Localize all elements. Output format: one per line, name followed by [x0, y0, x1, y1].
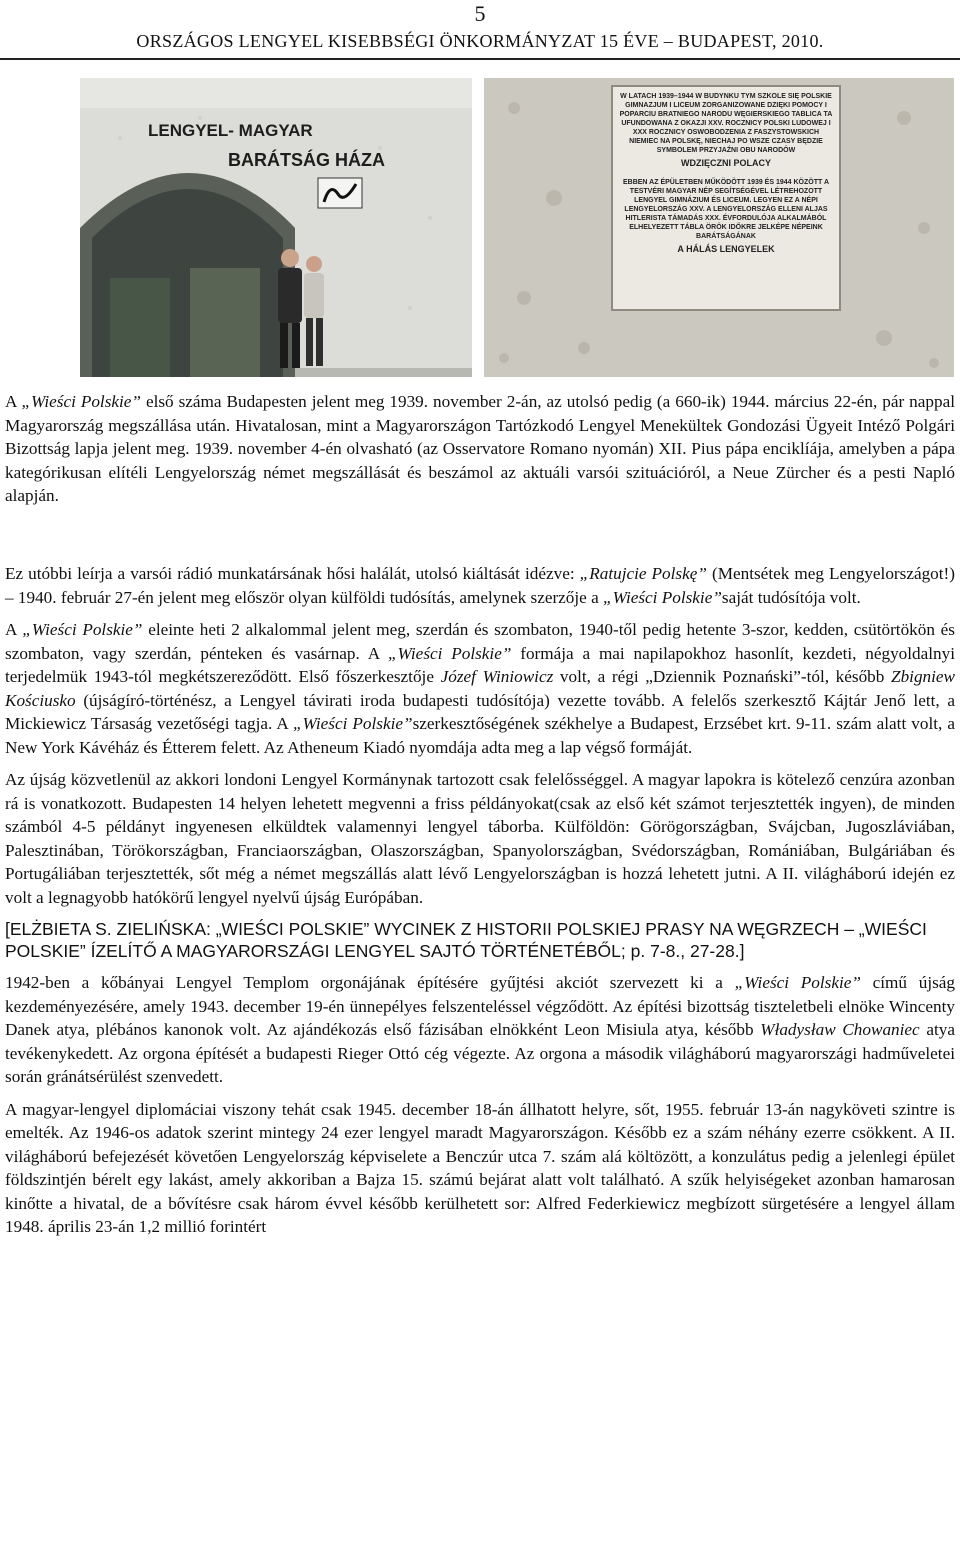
running-header: ORSZÁGOS LENGYEL KISEBBSÉGI ÖNKORMÁNYZAT 15 ÉVE – BUDAPEST, 2010. — [136, 31, 824, 51]
text-run: A — [5, 620, 23, 639]
sign-line-1: LENGYEL- MAGYAR — [148, 121, 313, 140]
italic-run: Władysław Chowaniec — [760, 1020, 920, 1039]
italic-run: Zbigniew Kościusko — [5, 667, 955, 710]
paragraph-1 — [5, 390, 955, 508]
logo-mark — [318, 178, 362, 208]
plaque-polish-signature: WDZIĘCZNI POLACY — [681, 158, 771, 168]
italic-run: Józef Winiowicz — [440, 667, 554, 686]
italic-run: „Wieści Polskie” — [734, 973, 861, 992]
text-run: A magyar-lengyel diplomáciai viszony tehát csak 1945. december 18-án állhatott helyre, sőt, 1955. február 13-án nagyköveti szintre is emelték. Az 1946-os adatok szerint mintegy 24 ezer lengyel maradt Magyarországon. Később ez a szám néhány ezerre csökkent. A II. világháború befejezését követően Lengyelország képviselete a Benczúr utca 7. szám alá költözött, a konzulátus pedig a jelenlegi épület földszintjén bérelt egy lakást, amely akkoriban a Bajza 15. számú bejárat alatt volt található. A szűk helyiségeket azonban hamarosan kinőtte a hivatal, de a bővítésre csak három évvel később kerülhetett sor: Alfred Federkiewicz megbízott sürgetésére a lengyel állam 1948. április 23-án 1,2 millió forintért — [5, 1099, 955, 1236]
italic-run: „Wieści Polskie” — [387, 643, 512, 663]
text-run: formája a mai napilapokhoz hasonlít, kezdeti, négyoldalnyi terjedelmük 1943-tól megkétszereződött. Első főszerkesztője — [5, 643, 955, 686]
plaque-hungarian-text: EBBEN AZ ÉPÜLETBEN MŰKÖDÖTT 1939 ÉS 1944 KÖZÖTT A TESTVÉRI MAGYAR NÉP SEGÍTSÉGÉVEL LÉTREHOZOTT LENGYEL GIMNÁZIUM ÉS LICEUM. LEGYEN EZ A NÉPI LENGYELORSZÁG XXV. A LENGYELORSZÁG ELLENI ALJAS HITLERISTA TÁMADÁS XXX. ÉVFORDULÓJA ALKALMÁBÓL ELHELYEZETT TÁBLA ÖRÖK IDŐKRE JELKÉPE NÉPEINK BARÁTSÁGÁNAK — [622, 179, 829, 240]
italic-run: „Wieści Polskie” — [292, 714, 413, 733]
italic-run: „Wieści Polskie” — [22, 620, 143, 639]
paragraph-3 — [5, 618, 955, 759]
page-number: 5 — [474, 1, 486, 26]
text-run: atya tevékenykedett. Az orgona építését a budapesti Rieger Ottó cég végezte. Az orgona a második világháború magyarországi hadműveletei során gránátsérülést szenvedett. — [5, 1020, 955, 1086]
text-run: (újságíró-történész, a Lengyel távirati iroda budapesti tudósítója) vezette tovább. A felelős szerkesztő Kájtár Jenő lett, a Mickiewicz Társaság vezetőségi tagja. A — [5, 690, 955, 733]
paragraph-7 — [5, 1098, 955, 1239]
citation-text: [ELŻBIETA S. ZIELIŃSKA: „WIEŚCI POLSKIE” WYCINEK Z HISTORII POLSKIEJ PRASY NA WĘGRZECH – „WIEŚCI POLSKIE” ÍZELÍTŐ A MAGYARORSZÁGI LENGYEL SAJTÓ TÖRTÉNETÉBŐL; p. 7-8., 27-28.] — [5, 919, 927, 961]
italic-run: „Ratujcie Polskę” — [579, 564, 707, 583]
text-run: első száma Budapesten jelent meg 1939. november 2-án, az utolsó pedig (a 660-ik) 1944. március 22-én, pár nappal Magyarország megszállása után. Hivatalosan, mint a Magyarországon Tartózkodó Lengyel Menekültek Gondozási Ügyeit Intéző Polgári Bizottság lapja jelent meg. 1939. november 4-én olvasható (az Osservatore Romano nyomán) XII. Pius pápa enciklíája, amelyben a pápa kategórikusan elítéli Lengyelország német megszállását és beszámol az aktuáli varsói szituációról, a Neue Zürcher és a pesti Napló alapján. — [5, 392, 955, 506]
text-run: Az újság közvetlenül az akkori londoni Lengyel Kormánynak tartozott csak felelősséggel. A magyar lapokra is kötelező cenzúra azonban rá is vonatkozott. Budapesten 14 helyen lehetett megvenni a friss példányokat(csak az első két számot terjesztették ingyen), de minden számból 4-5 példányt ingyenesen elküldtek valamennyi lengyel táborba. Külföldön: Görögországban, Svájcban, Jugoszláviában, Palesztinában, Törökországban, Franciaországban, Olaszországban, Spanyolországban, Svédországban, Romániában, Bulgáriában és Portugáliában terjesztették, sőt még a német megszállás alatt lévő Lengyelországban is hozzá lehetett jutni. A II. világháború idején ez volt a legnagyobb hatókörű lengyel nyelvű újság Európában. — [5, 770, 955, 907]
photo-memorial-plaque — [484, 78, 954, 377]
photo-friendship-house — [80, 78, 472, 377]
paragraph-4 — [5, 768, 955, 909]
sign-line-2: BARÁTSÁG HÁZA — [228, 150, 385, 170]
plaque-hungarian-signature: A HÁLÁS LENGYELEK — [677, 244, 775, 254]
body-text — [5, 562, 955, 1248]
citation-paragraph — [5, 918, 955, 962]
text-run: szerkesztőségének székhelye a Budapest, Erzsébet krt. 9-11. szám alatt volt, a New York Kávéház és Étterem felett. Az Atheneum Kiadó nyomdája adta meg a lap végső formáját. — [5, 714, 956, 757]
header-rule — [0, 58, 960, 60]
text-run: saját tudósítója volt. — [721, 587, 861, 607]
text-run: (Mentsétek meg Lengyelországot!) – 1940. február 27-én jelent meg először olyan külföldi tudósítás, amelynek szerzője a — [5, 564, 955, 607]
paragraph-6 — [5, 971, 955, 1089]
text-run: volt, a régi „Dziennik Poznański”-tól, később — [553, 667, 892, 686]
text-run: eleinte heti 2 alkalommal jelent meg, szerdán és szombaton, 1940-től pedig hetente 3-szor, kedden, csütörtökön és szombaton, vagy szerdán, pénteken és vasárnap. A — [5, 620, 955, 663]
text-run: című újság kezdeményezésére, amely 1943. december 19-én ünnepélyes felszenteléssel végződött. Az építési bizottság tiszteletbeli elnöke Wincenty Danek atya, plébános kanonok volt. Az ajándékozás első fázisában elnökként Leon Misiula atya, később — [5, 973, 956, 1039]
text-run: Ez utóbbi leírja a varsói rádió munkatársának hősi halálát, utolsó kiáltását idézve: — [5, 564, 580, 583]
photo-memorial-plaque-image — [484, 78, 954, 377]
photo-friendship-house-image — [80, 78, 472, 377]
italic-run: „Wieści Polskie” — [603, 587, 722, 607]
italic-run: „Wieści Polskie” — [21, 392, 141, 411]
text-run: A — [5, 392, 22, 411]
text-run: 1942-ben a kőbányai Lengyel Templom orgonájának építésére gyűjtési akciót szervezett ki a — [5, 973, 735, 992]
paragraph-2 — [5, 562, 955, 609]
plaque-polish-text: W LATACH 1939–1944 W BUDYNKU TYM SZKOLE SIĘ POLSKIE GIMNAZJUM I LICEUM ZORGANIZOWANE DZIĘKI POMOCY I POPARCIU BRATNIEGO NARODU WĘGIERSKIEGO TABLICA TA UFUNDOWANA Z OKAZJI XXV. ROCZNICY POLSKI LUDOWEJ I XXX ROCZNICY OSWOBODZENIA Z FASZYSTOWSKICH NIEMIEC NA POLSKĘ, NIECHAJ PO WSZE CZASY BĘDZIE SYMBOLEM PRZYJAŹNI OBU NARODÓW — [619, 93, 833, 154]
